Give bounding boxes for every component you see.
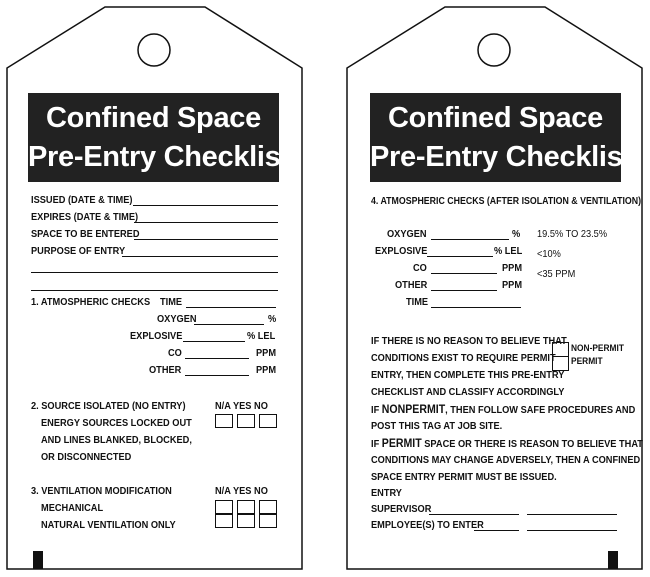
employees-line[interactable]	[474, 530, 519, 531]
supervisor-line[interactable]	[429, 514, 519, 515]
section2-line3: AND LINES BLANKED, BLOCKED,	[41, 434, 192, 446]
other-unit: PPM	[502, 279, 523, 291]
co-range: <35 PPM	[537, 268, 576, 280]
space-line[interactable]	[134, 239, 278, 240]
employees-line-2[interactable]	[527, 530, 617, 531]
purpose-line[interactable]	[122, 256, 278, 257]
employees-label: EMPLOYEE(S) TO ENTER	[371, 519, 484, 531]
source-na-checkbox[interactable]	[215, 414, 233, 428]
section1-label: 1. ATMOSPHERIC CHECKS	[31, 296, 151, 308]
tag-title: Confined Space Pre-Entry Checklist	[370, 93, 621, 182]
oxygen-label: OXYGEN	[157, 313, 197, 325]
section3-line2: MECHANICAL	[41, 502, 104, 514]
entry-label: ENTRY	[371, 487, 402, 499]
permit-checkbox[interactable]	[552, 356, 569, 371]
supervisor-line-2[interactable]	[527, 514, 617, 515]
mechanical-yes-checkbox[interactable]	[237, 500, 255, 514]
purpose-line-3[interactable]	[31, 290, 278, 291]
time-line[interactable]	[431, 307, 521, 308]
other-line[interactable]	[431, 290, 497, 291]
natural-no-checkbox[interactable]	[259, 514, 277, 528]
co-label: CO	[168, 347, 182, 359]
natural-na-checkbox[interactable]	[215, 514, 233, 528]
explosive-label: EXPLOSIVE	[375, 245, 428, 257]
section2-line1: 2. SOURCE ISOLATED (NO ENTRY)	[31, 400, 186, 412]
non-permit-checkbox[interactable]	[552, 342, 569, 357]
oxygen-line[interactable]	[194, 324, 264, 325]
tag-title: Confined Space Pre-Entry Checklist	[28, 93, 279, 182]
issued-line[interactable]	[133, 205, 278, 206]
time-line[interactable]	[186, 307, 276, 308]
other-line[interactable]	[185, 375, 249, 376]
section3-line3: NATURAL VENTILATION ONLY	[41, 519, 176, 531]
explosive-line[interactable]	[427, 256, 493, 257]
issued-label: ISSUED (DATE & TIME)	[31, 194, 133, 206]
tag-foot-mark	[33, 551, 43, 569]
co-unit: PPM	[256, 347, 277, 359]
natural-yes-checkbox[interactable]	[237, 514, 255, 528]
oxygen-label: OXYGEN	[387, 228, 427, 240]
section2-line2: ENERGY SOURCES LOCKED OUT	[41, 417, 192, 429]
p2-line1: IF NONPERMIT, THEN FOLLOW SAFE PROCEDURES AND	[371, 402, 636, 416]
right-tag	[345, 6, 645, 571]
space-label: SPACE TO BE ENTERED	[31, 228, 140, 240]
explosive-line[interactable]	[183, 341, 245, 342]
tag-foot-mark	[608, 551, 618, 569]
section2-line4: OR DISCONNECTED	[41, 451, 132, 463]
co-unit: PPM	[502, 262, 523, 274]
co-label: CO	[413, 262, 427, 274]
na-yes-no-label: N/A YES NO	[215, 400, 268, 412]
co-line[interactable]	[431, 273, 497, 274]
source-no-checkbox[interactable]	[259, 414, 277, 428]
other-label: OTHER	[149, 364, 182, 376]
explosive-range: <10%	[537, 248, 561, 260]
mechanical-na-checkbox[interactable]	[215, 500, 233, 514]
p2-line2: POST THIS TAG AT JOB SITE.	[371, 420, 503, 432]
na-yes-no-label-2: N/A YES NO	[215, 485, 268, 497]
section3-line1: 3. VENTILATION MODIFICATION	[31, 485, 172, 497]
other-label: OTHER	[395, 279, 428, 291]
expires-label: EXPIRES (DATE & TIME)	[31, 211, 139, 223]
explosive-label: EXPLOSIVE	[130, 330, 183, 342]
explosive-unit: % LEL	[494, 245, 523, 257]
co-line[interactable]	[185, 358, 249, 359]
time-label: TIME	[406, 296, 429, 308]
other-unit: PPM	[256, 364, 277, 376]
hole-icon	[478, 34, 510, 66]
explosive-unit: % LEL	[247, 330, 276, 342]
purpose-line-2[interactable]	[31, 272, 278, 273]
p1-line2: CONDITIONS EXIST TO REQUIRE PERMIT	[371, 352, 556, 364]
mechanical-no-checkbox[interactable]	[259, 500, 277, 514]
p1-line3: ENTRY, THEN COMPLETE THIS PRE-ENTRY	[371, 369, 565, 381]
source-yes-checkbox[interactable]	[237, 414, 255, 428]
purpose-label: PURPOSE OF ENTRY	[31, 245, 126, 257]
oxygen-unit: %	[512, 228, 521, 240]
supervisor-label: SUPERVISOR	[371, 503, 432, 515]
permit-label: PERMIT	[571, 356, 603, 367]
p1-line4: CHECKLIST AND CLASSIFY ACCORDINGLY	[371, 386, 565, 398]
non-permit-label: NON-PERMIT	[571, 343, 624, 354]
p3-line1: IF PERMIT SPACE OR THERE IS REASON TO BELIEVE THAT	[371, 436, 643, 450]
oxygen-line[interactable]	[431, 239, 509, 240]
p3-line3: SPACE ENTRY PERMIT MUST BE ISSUED.	[371, 471, 557, 483]
hole-icon	[138, 34, 170, 66]
p1-line1: IF THERE IS NO REASON TO BELIEVE THAT	[371, 335, 567, 347]
left-tag	[5, 6, 305, 571]
section4-label: 4. ATMOSPHERIC CHECKS (AFTER ISOLATION & VENTILATION)	[371, 196, 642, 207]
p3-line2: CONDITIONS MAY CHANGE ADVERSELY, THEN A CONFINED	[371, 454, 641, 466]
oxygen-range: 19.5% TO 23.5%	[537, 228, 608, 240]
expires-line[interactable]	[134, 222, 278, 223]
time-label: TIME	[160, 296, 183, 308]
oxygen-unit: %	[268, 313, 277, 325]
